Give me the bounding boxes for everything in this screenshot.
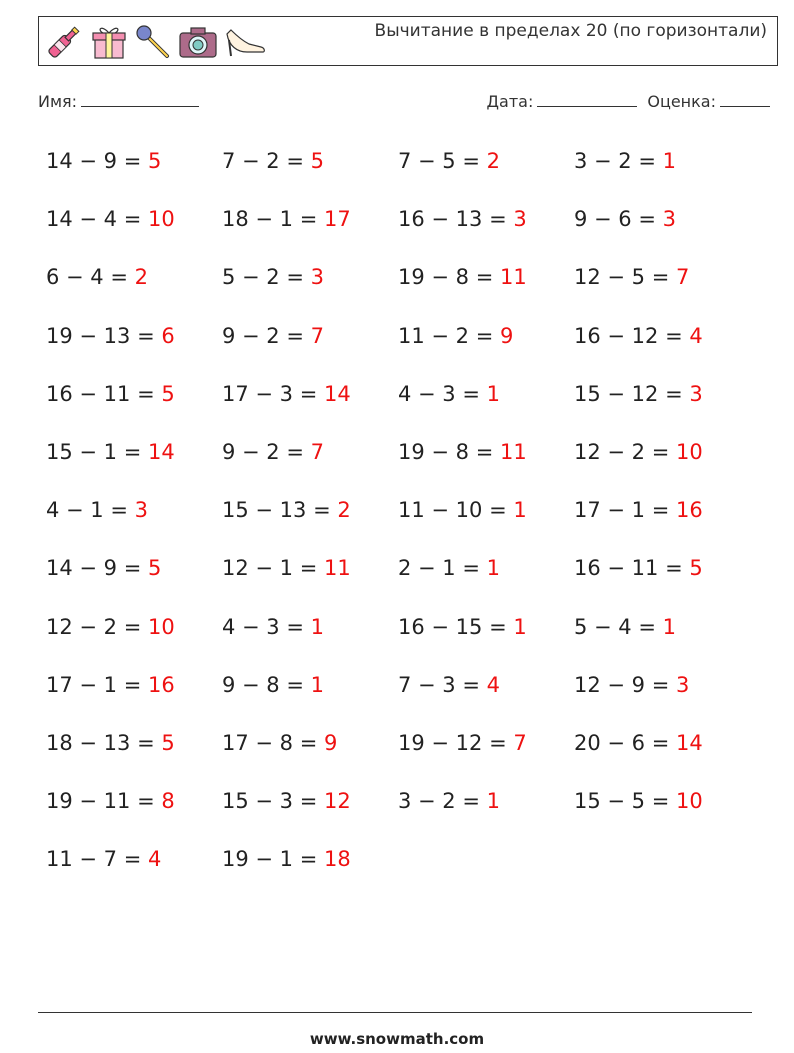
- problem-item: [222, 550, 398, 608]
- problem-expression: 7 − 5 =: [398, 149, 480, 173]
- problem-answer: 10: [676, 789, 703, 814]
- problem-item: [46, 725, 222, 783]
- problem-expression: 7 − 3 =: [398, 672, 480, 697]
- problem-answer: 1: [310, 614, 325, 639]
- problem-answer: 6: [161, 323, 175, 348]
- champagne-bottle-icon: [43, 22, 85, 62]
- problem-item: [398, 434, 574, 492]
- problem-item: [222, 318, 398, 376]
- problem-expression: 18 − 13 =: [46, 730, 155, 755]
- high-heel-shoe-icon: [223, 22, 267, 62]
- problem-item: [574, 376, 750, 434]
- problem-answer: 3: [689, 381, 703, 406]
- problem-answer: 11: [500, 439, 527, 464]
- problem-expression: 3 − 2 =: [574, 149, 656, 173]
- problem-item: [398, 783, 574, 841]
- problem-item: [46, 609, 222, 667]
- problem-expression: 2 − 1 =: [398, 556, 480, 581]
- problem-answer: 16: [148, 672, 175, 697]
- problem-grid: [46, 143, 750, 899]
- grade-blank-line[interactable]: [720, 105, 770, 107]
- problem-answer: 2: [134, 265, 149, 290]
- problem-expression: 9 − 8 =: [222, 672, 304, 697]
- problem-item: [46, 143, 222, 201]
- problem-answer: 2: [337, 498, 351, 523]
- problem-expression: 9 − 6 =: [574, 207, 656, 232]
- problem-item: [574, 783, 750, 841]
- problem-answer: 3: [134, 498, 149, 523]
- problem-expression: 17 − 1 =: [46, 672, 142, 697]
- problem-answer: 1: [513, 614, 527, 639]
- problem-item: [398, 667, 574, 725]
- problem-answer: 4: [689, 323, 703, 348]
- problem-answer: 5: [689, 556, 703, 581]
- problem-answer: 3: [676, 672, 690, 697]
- problem-item: [46, 841, 222, 899]
- problem-item: [222, 143, 398, 201]
- problem-expression: 4 − 1 =: [46, 498, 128, 523]
- problem-item: [574, 609, 750, 667]
- problem-item: [46, 667, 222, 725]
- problem-expression: 16 − 11 =: [46, 381, 155, 406]
- problem-expression: 7 − 2 =: [222, 149, 304, 173]
- problem-answer: 11: [324, 556, 351, 581]
- problem-item: [574, 492, 750, 550]
- problem-item: [46, 376, 222, 434]
- problem-answer: 10: [148, 614, 175, 639]
- problem-expression: 14 − 9 =: [46, 556, 142, 581]
- header-icons: [43, 21, 267, 63]
- problem-answer: 7: [676, 265, 690, 290]
- problem-answer: 11: [500, 265, 527, 290]
- problem-item: [222, 609, 398, 667]
- problem-expression: 19 − 8 =: [398, 265, 494, 290]
- problem-expression: 11 − 10 =: [398, 498, 507, 523]
- problem-expression: 6 − 4 =: [46, 265, 128, 290]
- problem-expression: 20 − 6 =: [574, 730, 670, 755]
- problem-item: [46, 201, 222, 259]
- problem-expression: 5 − 2 =: [222, 265, 304, 290]
- header-box: [38, 16, 778, 66]
- date-blank-line[interactable]: [537, 105, 637, 107]
- problem-answer: 1: [486, 556, 501, 581]
- problem-item: [398, 318, 574, 376]
- problem-answer: 14: [676, 730, 703, 755]
- problem-expression: 14 − 4 =: [46, 207, 142, 232]
- problem-expression: 12 − 2 =: [46, 614, 142, 639]
- problem-expression: 15 − 5 =: [574, 789, 670, 814]
- problem-answer: 3: [662, 207, 677, 232]
- problem-answer: 5: [161, 381, 175, 406]
- date-label: Дата:: [486, 92, 534, 111]
- problem-expression: 14 − 9 =: [46, 149, 142, 173]
- problem-answer: 10: [148, 207, 175, 232]
- problem-item: [398, 259, 574, 317]
- problem-item: [398, 492, 574, 550]
- problem-answer: 17: [324, 207, 351, 232]
- problem-answer: 7: [513, 730, 527, 755]
- problem-expression: 19 − 11 =: [46, 789, 155, 814]
- problem-answer: 1: [310, 672, 325, 697]
- problem-item: [574, 550, 750, 608]
- problem-expression: 19 − 8 =: [398, 439, 494, 464]
- problem-item: [574, 434, 750, 492]
- problem-expression: 19 − 13 =: [46, 323, 155, 348]
- problem-answer: 1: [662, 149, 677, 173]
- problem-expression: 19 − 1 =: [222, 847, 318, 872]
- problem-expression: 15 − 13 =: [222, 498, 331, 523]
- problem-item: [46, 550, 222, 608]
- problem-item: [46, 318, 222, 376]
- problem-answer: 12: [324, 789, 351, 814]
- problem-answer: 18: [324, 847, 351, 872]
- problem-item: [398, 143, 574, 201]
- problem-answer: 8: [161, 789, 175, 814]
- problem-item: [574, 259, 750, 317]
- problem-answer: 14: [148, 439, 175, 464]
- problem-item: [46, 434, 222, 492]
- problem-expression: 19 − 12 =: [398, 730, 507, 755]
- problem-expression: 12 − 5 =: [574, 265, 670, 290]
- problem-answer: 7: [310, 439, 325, 464]
- problem-answer: 10: [676, 439, 703, 464]
- problem-expression: 17 − 8 =: [222, 730, 318, 755]
- problem-answer: 1: [513, 498, 527, 523]
- problem-expression: 9 − 2 =: [222, 323, 304, 348]
- problem-expression: 17 − 1 =: [574, 498, 670, 523]
- problem-answer: 14: [324, 381, 351, 406]
- problem-expression: 4 − 3 =: [222, 614, 304, 639]
- problem-item: [398, 725, 574, 783]
- problem-expression: 12 − 2 =: [574, 439, 670, 464]
- problem-item: [574, 725, 750, 783]
- problem-answer: 9: [500, 323, 514, 348]
- problem-answer: 5: [310, 149, 325, 173]
- problem-item: [398, 201, 574, 259]
- problem-item: [574, 201, 750, 259]
- problem-expression: 16 − 11 =: [574, 556, 683, 581]
- problem-answer: 4: [148, 847, 162, 872]
- problem-expression: 12 − 1 =: [222, 556, 318, 581]
- problem-expression: 9 − 2 =: [222, 439, 304, 464]
- worksheet-title: Вычитание в пределах 20 (по горизонтали): [374, 21, 767, 41]
- footer-divider: [38, 1012, 752, 1013]
- name-blank-line[interactable]: [81, 105, 199, 107]
- problem-item: [398, 376, 574, 434]
- problem-expression: 16 − 13 =: [398, 207, 507, 232]
- name-label: Имя:: [38, 92, 78, 111]
- problem-answer: 7: [310, 323, 325, 348]
- problem-item: [222, 434, 398, 492]
- problem-expression: 3 − 2 =: [398, 789, 480, 814]
- problem-item: [222, 259, 398, 317]
- problem-answer: 1: [662, 614, 677, 639]
- problem-answer: 3: [513, 207, 527, 232]
- problem-answer: 5: [148, 556, 162, 581]
- problem-expression: 15 − 1 =: [46, 439, 142, 464]
- problem-answer: 3: [310, 265, 325, 290]
- problem-item: [46, 259, 222, 317]
- name-field: [38, 92, 199, 111]
- problem-item: [46, 783, 222, 841]
- problem-expression: 16 − 15 =: [398, 614, 507, 639]
- problem-item: [222, 841, 398, 899]
- problem-answer: 16: [676, 498, 703, 523]
- problem-expression: 17 − 3 =: [222, 381, 318, 406]
- problem-item: [222, 783, 398, 841]
- problem-item: [574, 667, 750, 725]
- problem-item: [222, 201, 398, 259]
- problem-item: [398, 550, 574, 608]
- problem-answer: 4: [486, 672, 501, 697]
- gift-box-icon: [89, 22, 129, 62]
- problem-expression: 15 − 12 =: [574, 381, 683, 406]
- footer-url: www.snowmath.com: [309, 1030, 485, 1048]
- problem-expression: 11 − 7 =: [46, 847, 142, 872]
- problem-expression: 4 − 3 =: [398, 381, 480, 406]
- problem-answer: 5: [148, 149, 162, 173]
- problem-item: [574, 143, 750, 201]
- problem-item: [222, 376, 398, 434]
- problem-answer: 9: [324, 730, 338, 755]
- problem-expression: 5 − 4 =: [574, 614, 656, 639]
- problem-item: [222, 492, 398, 550]
- problem-answer: 5: [161, 730, 175, 755]
- problem-expression: 12 − 9 =: [574, 672, 670, 697]
- problem-item: [46, 492, 222, 550]
- problem-expression: 18 − 1 =: [222, 207, 318, 232]
- date-grade-fields: [487, 92, 770, 111]
- camera-icon: [177, 22, 219, 62]
- problem-item: [574, 318, 750, 376]
- problem-expression: 15 − 3 =: [222, 789, 318, 814]
- problem-answer: 2: [486, 149, 501, 173]
- microphone-icon: [133, 22, 173, 62]
- problem-expression: 16 − 12 =: [574, 323, 683, 348]
- problem-expression: 11 − 2 =: [398, 323, 494, 348]
- problem-item: [222, 725, 398, 783]
- problem-item: [222, 667, 398, 725]
- problem-answer: 1: [486, 789, 501, 814]
- grade-label: Оценка:: [647, 92, 716, 111]
- problem-item: [398, 609, 574, 667]
- problem-answer: 1: [486, 381, 501, 406]
